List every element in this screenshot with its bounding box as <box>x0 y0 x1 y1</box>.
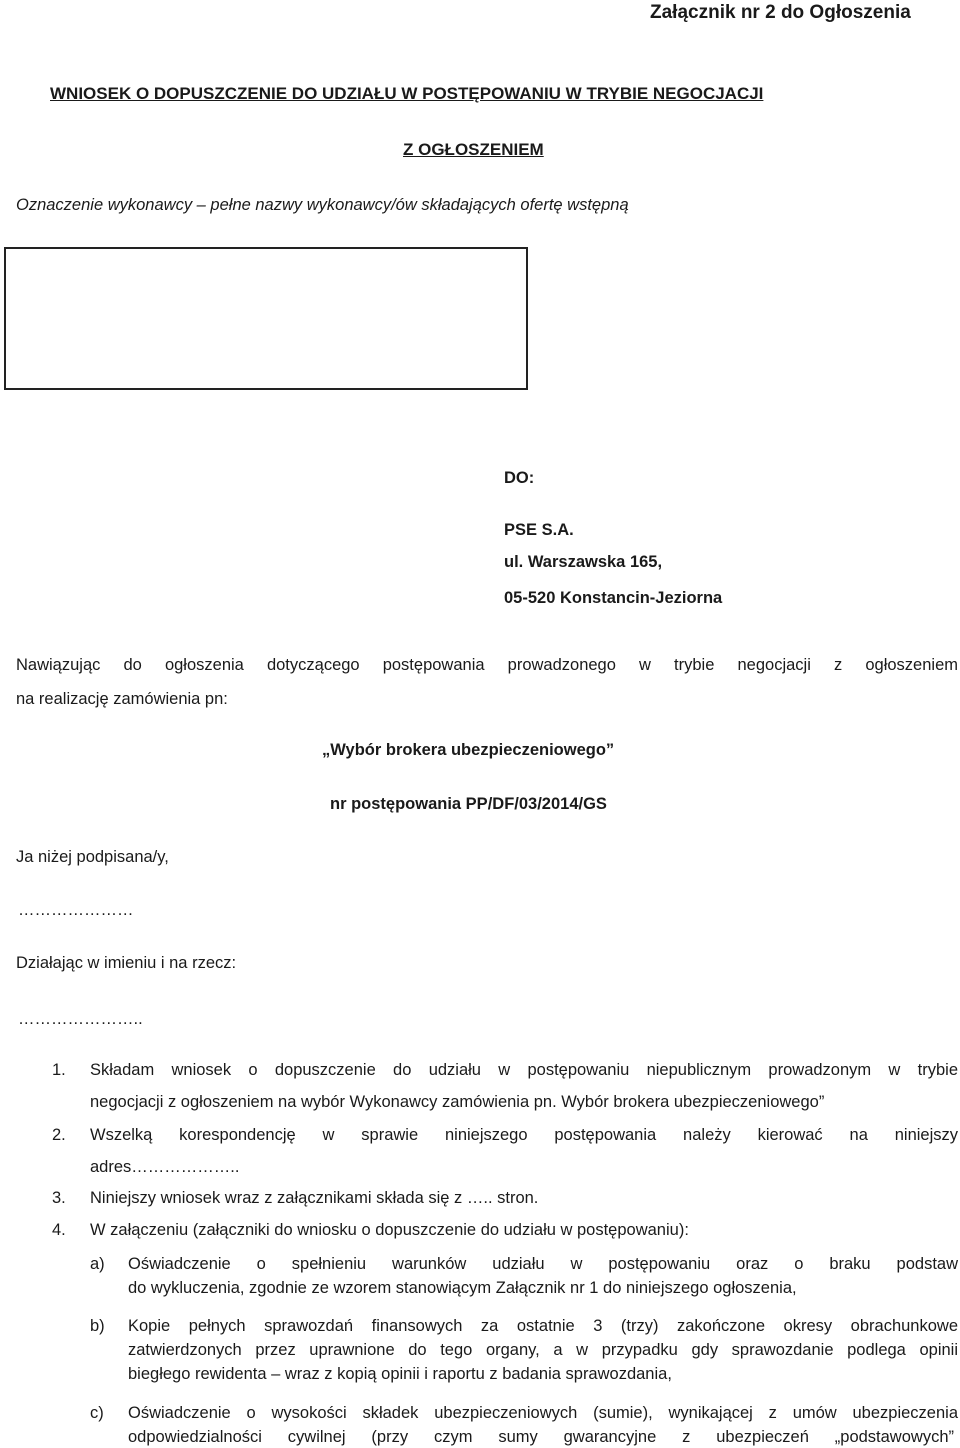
attachment-label: a) <box>90 1255 105 1273</box>
attachment-text: Oświadczenie o spełnieniu warunków udziału w postępowaniu oraz o braku podstaw <box>128 1255 958 1273</box>
item-text: Wszelką korespondencję w sprawie niniejszego postępowania należy kierować na niniejszy <box>90 1126 958 1144</box>
attachment-text: Oświadczenie o wysokości składek ubezpieczeniowych (sumie), wynikającej z umów ubezpieczenia <box>128 1404 958 1422</box>
attachment-text: biegłego rewidenta – wraz z kopią opinii i raportu z badania sprawozdania, <box>128 1365 672 1383</box>
contractor-stamp-box <box>4 247 528 390</box>
procurement-subject: „Wybór brokera ubezpieczeniowego” <box>322 741 615 759</box>
recipient-street: ul. Warszawska 165, <box>504 553 663 571</box>
item-text: Składam wniosek o dopuszczenie do udziału w postępowaniu niepublicznym prowadzonym w trybie <box>90 1061 958 1079</box>
attachment-label: c) <box>90 1404 104 1422</box>
document-title: WNIOSEK O DOPUSZCZENIE DO UDZIAŁU W POSTĘPOWANIU W TRYBIE NEGOCJACJI <box>50 84 764 103</box>
intro-line-1: Nawiązując do ogłoszenia dotyczącego postępowania prowadzonego w trybie negocjacji z ogłoszeniem <box>16 656 958 674</box>
annex-label: Załącznik nr 2 do Ogłoszenia <box>650 2 911 23</box>
attachment-text: do wykluczenia, zgodnie ze wzorem stanowiącym Załącznik nr 1 do niniejszego ogłoszenia, <box>128 1279 797 1297</box>
item-number: 3. <box>52 1189 66 1207</box>
document-title-line2: Z OGŁOSZENIEM <box>403 140 544 159</box>
item-text: adres……………….. <box>90 1158 240 1176</box>
item-number: 1. <box>52 1061 66 1079</box>
attachment-label: b) <box>90 1317 105 1335</box>
procedure-number: nr postępowania PP/DF/03/2014/GS <box>330 795 607 813</box>
item-text: W załączeniu (załączniki do wniosku o dopuszczenie do udziału w postępowaniu): <box>90 1221 689 1239</box>
signatory-dots: ………………… <box>18 901 134 919</box>
recipient-name: PSE S.A. <box>504 521 574 539</box>
item-text: Niniejszy wniosek wraz z załącznikami składa się z ….. stron. <box>90 1189 539 1207</box>
attachment-text: zatwierdzonych przez uprawnione do tego organy, a w przypadku gdy sprawozdanie podlega opinii <box>128 1341 958 1359</box>
item-text: negocjacji z ogłoszeniem na wybór Wykonawcy zamówienia pn. Wybór brokera ubezpieczeniowego” <box>90 1093 825 1111</box>
item-number: 2. <box>52 1126 66 1144</box>
acting-on-behalf-label: Działając w imieniu i na rzecz: <box>16 954 237 972</box>
recipient-to: DO: <box>504 469 535 487</box>
signatory-label: Ja niżej podpisana/y, <box>16 848 169 866</box>
item-number: 4. <box>52 1221 66 1239</box>
attachment-text: Kopie pełnych sprawozdań finansowych za ostatnie 3 (trzy) zakończone okresy obrachunkowe <box>128 1317 958 1335</box>
attachment-text: odpowiedzialności cywilnej (przy czym sumy gwarancyjne z ubezpieczeń „podstawowych” <box>128 1428 954 1446</box>
intro-line-2: na realizację zamówienia pn: <box>16 690 228 708</box>
recipient-city: 05-520 Konstancin-Jeziorna <box>504 589 723 607</box>
contractor-label: Oznaczenie wykonawcy – pełne nazwy wykonawcy/ów składających ofertę wstępną <box>16 196 629 214</box>
acting-on-behalf-dots: ………………….. <box>18 1010 143 1028</box>
